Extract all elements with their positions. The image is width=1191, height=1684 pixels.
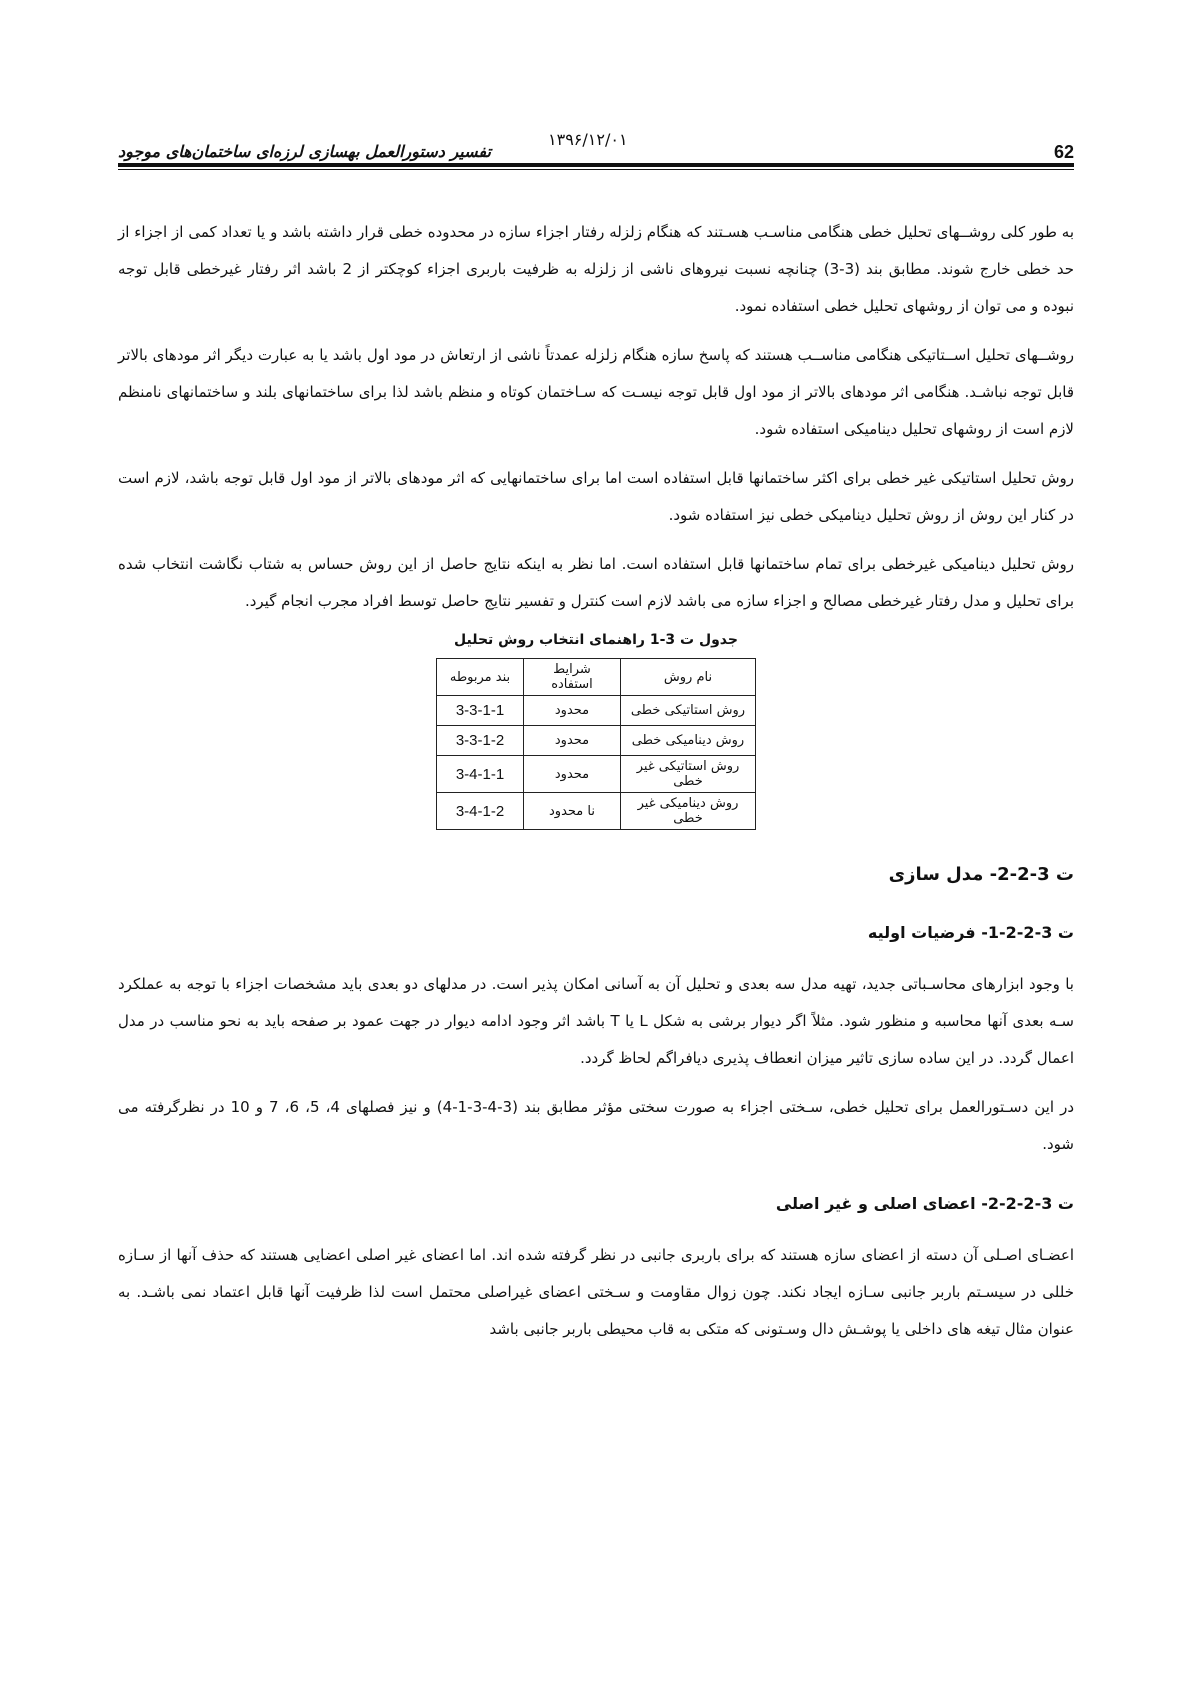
table-row — [437, 793, 756, 830]
paragraph: به طور کلی روشــهای تحلیل خطی هنگامی مناسـب هسـتند که هنگام زلزله رفتار اجزاء سازه در محدوده خطی قرار داشته باشد و یا تعداد کمی از اجزاء از حد خطی خارج شوند. مطابق بند (3-3) چنانچه نسبت نیروهای ناشی از زلزله به ظرفیت باربری اجزاء کوچکتر از 2 باشد اثر رفتار غیرخطی قابل توجه نبوده و می توان از روشهای تحلیل خطی استفاده نمود. — [118, 223, 1074, 315]
header-rule-thick — [118, 163, 1074, 167]
table-cell: محدود — [524, 696, 621, 726]
analysis-method-table — [436, 658, 756, 830]
header-rule-thin — [118, 169, 1074, 170]
table-row — [437, 696, 756, 726]
table-row — [437, 726, 756, 756]
section-heading: ت 3-2-2- مدل سازی — [888, 864, 1074, 885]
paragraph: اعضـای اصـلی آن دسته از اعضای سازه هستند که برای باربری جانبی در نظر گرفته شده اند. اما اعضای غیر اصلی اعضایی هستند که حذف آنها از سـازه خللی در سیسـتم باربر جانبی سـازه ایجاد نکند. چون زوال مقاومت و سـختی اعضای غیراصلی محتمل است لذا ظرفیت آنها قابل اعتماد نمی باشـد. به عنوان مثال تیغه های داخلی یا پوشـش دال وسـتونی که متکی به قاب محیطی باربر جانبی باشد — [118, 1246, 1074, 1338]
table-cell: محدود — [524, 726, 621, 756]
column-header: نام روش — [621, 659, 756, 696]
table-row — [437, 756, 756, 793]
table-cell: روش استاتیکی خطی — [621, 696, 756, 726]
table-cell: 3-4-1-1 — [437, 756, 524, 793]
table-cell: روش دینامیکی خطی — [621, 726, 756, 756]
paragraph: روش تحلیل استاتیکی غیر خطی برای اکثر ساختمانها قابل استفاده است اما برای ساختمانهایی که اثر مودهای بالاتر از مود اول قابل توجه باشد، لازم است در کنار این روش از روش تحلیل دینامیکی خطی نیز استفاده شود. — [118, 469, 1074, 524]
table-cell: روش استاتیکی غیر خطی — [621, 756, 756, 793]
paragraph: با وجود ابزارهای محاسـباتی جدید، تهیه مدل سه بعدی و تحلیل آن به آسانی امکان پذیر است. در مدلهای دو بعدی باید مشخصات اجزاء با توجه به عملکرد سـه بعدی آنها محاسبه و منظور شود. مثلاً اگر دیوار برشی به شکل L یا T باشد اثر وجود ادامه دیوار در جهت عمود بر صفحه باید به نحو مناسب در مدل اعمال گردد. در این ساده سازی تاثیر میزان انعطاف پذیری دیافراگم لحاظ گردد. — [118, 975, 1075, 1067]
table-cell: نا محدود — [524, 793, 621, 830]
paragraph: روشــهای تحلیل اســتاتیکی هنگامی مناســب هستند که پاسخ سازه هنگام زلزله عمدتاً ناشی از ارتعاش در مود اول باشد یا به عبارت دیگر اثر مودهای بالاتر قابل توجه نباشـد. هنگامی اثر مودهای بالاتر از مود اول قابل توجه نیسـت که سـاختمان کوتاه و منظم باشد لذا برای ساختمانهای بلند و ساختمانهای نامنظم لازم است از روشهای تحلیل دینامیکی استفاده شود. — [118, 346, 1074, 438]
subsection-heading: ت 3-2-2-2- اعضای اصلی و غیر اصلی — [775, 1194, 1074, 1213]
column-header: شرایط استفاده — [524, 659, 621, 696]
header-title: تفسیر دستورالعمل بهسازی لرزه‌ای ساختمان‌های موجود — [118, 142, 491, 161]
table-cell: 3-3-1-1 — [437, 696, 524, 726]
paragraph: در این دسـتورالعمل برای تحلیل خطی، سـختی اجزاء به صورت سختی مؤثر مطابق بند (3-4-3-1-4) و نیز فصلهای 4، 5، 6، 7 و 10 در نظرگرفته می شود. — [118, 1098, 1075, 1153]
subsection-heading: ت 3-2-2-1- فرضیات اولیه — [867, 923, 1074, 942]
header-date: ۱۳۹۶/۱۲/۰۱ — [548, 130, 628, 149]
table-cell: 3-3-1-2 — [437, 726, 524, 756]
table-cell: 3-4-1-2 — [437, 793, 524, 830]
table-cell: محدود — [524, 756, 621, 793]
page-number: 62 — [1053, 142, 1074, 162]
page-content — [118, 214, 1074, 1360]
table-caption: جدول ت 3-1 راهنمای انتخاب روش تحلیل — [454, 632, 738, 648]
column-header: بند مربوطه — [437, 659, 524, 696]
paragraph: روش تحلیل دینامیکی غیرخطی برای تمام ساختمانها قابل استفاده است. اما نظر به اینکه نتایج حاصل از این روش حساس به شتاب نگاشت انتخاب شده برای تحلیل و مدل رفتار غیرخطی مصالح و اجزاء سازه می باشد لازم است کنترل و تفسیر نتایج حاصل توسط افراد مجرب انجام گیرد. — [118, 555, 1074, 610]
table-header-row — [437, 659, 756, 696]
page-header — [118, 128, 1074, 166]
table-cell: روش دینامیکی غیر خطی — [621, 793, 756, 830]
